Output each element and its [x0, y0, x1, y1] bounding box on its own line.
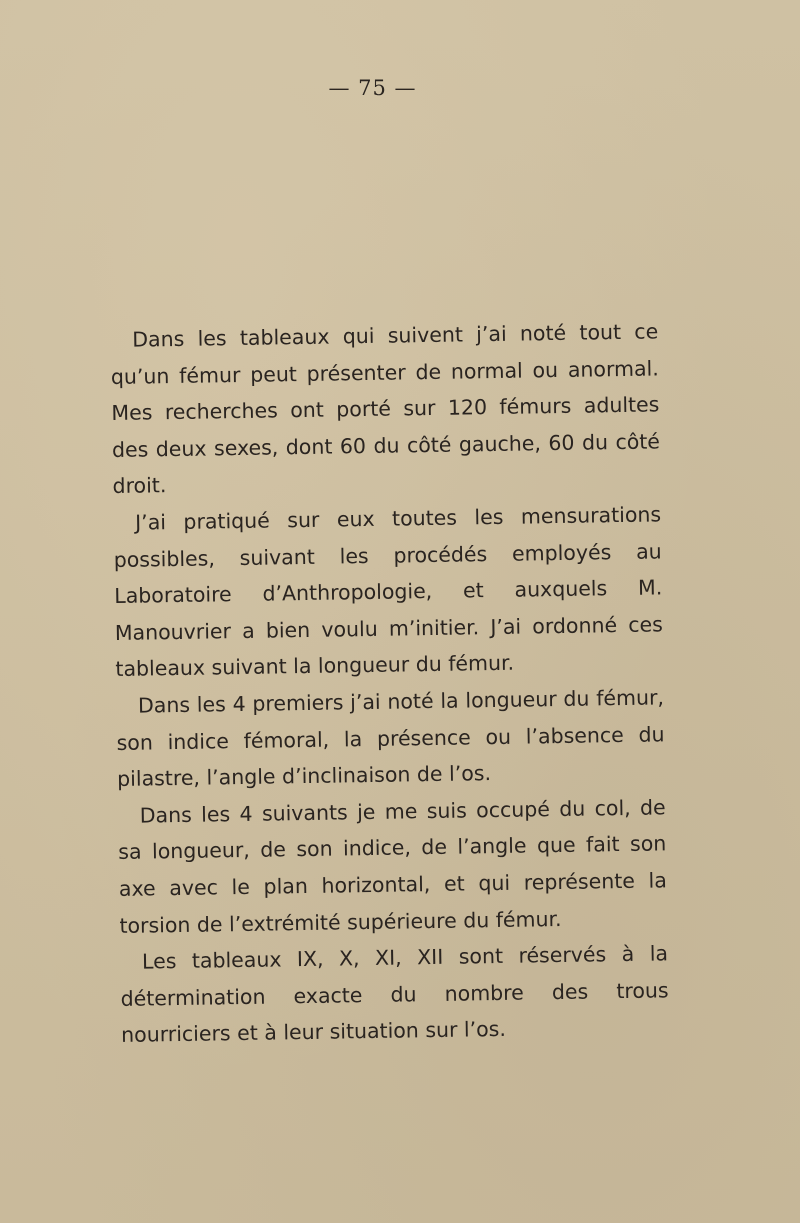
- paragraph-5: Les tableaux IX, X, XI, XII sont réservés à la détermination exacte du nombre des trous nourriciers et à leur situation sur l’os.: [120, 941, 669, 1048]
- body-text: [110, 313, 669, 1053]
- paragraph-2: J’ai pratiqué sur eux toutes les mensurations possibles, suivant les procédés employés au Laboratoire d’Anthropologie, et auxquels M. Manouvrier a bien voulu m’initier. J’ai ordonné ces tableaux suivant la longueur du fémur.: [113, 502, 664, 682]
- paragraph-1: Dans les tableaux qui suivent j’ai noté tout ce qu’un fémur peut présenter de normal ou anormal. Mes recherches ont porté sur 120 fémurs adultes des deux sexes, dont 60 du côté gauche, 60 du côté droit.: [110, 319, 661, 499]
- paragraph-4: Dans les 4 suivants je me suis occupé du col, de sa longueur, de son indice, de l’angle que fait son axe avec le plan horizontal, et qui représente la torsion de l’extrémité supérieure du fémur.: [118, 795, 668, 938]
- paragraph-3: Dans les 4 premiers j’ai noté la longueur du fémur, son indice fémoral, la présence ou l’absence du pilastre, l’angle d’inclinaison de l’os.: [116, 685, 665, 792]
- page-number: — 75 —: [328, 76, 417, 100]
